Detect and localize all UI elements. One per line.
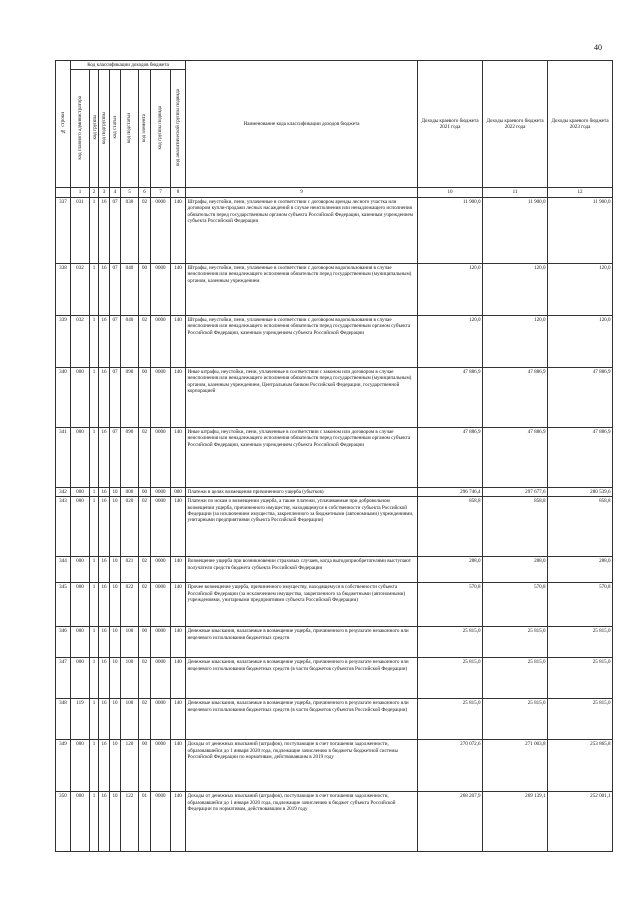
row-number-cell: 341 bbox=[56, 427, 71, 487]
row-number-cell: 350 bbox=[56, 792, 71, 852]
revenue-2021-cell: 11 900,0 bbox=[418, 197, 483, 263]
code-group-cell: 1 bbox=[90, 487, 99, 496]
table-row bbox=[56, 487, 613, 496]
row-number-cell: 338 bbox=[56, 263, 71, 315]
code-element-cell: 00 bbox=[139, 627, 151, 658]
code-admin-cell: 000 bbox=[71, 557, 90, 583]
code-subtype-group-cell: 0000 bbox=[151, 263, 171, 315]
code-analytic-group-cell: 140 bbox=[171, 699, 186, 740]
revenue-2022-cell: 120,0 bbox=[483, 263, 548, 315]
code-analytic-group-cell: 140 bbox=[171, 367, 186, 427]
code-analytic-group-cell: 140 bbox=[171, 263, 186, 315]
page-number: 40 bbox=[594, 43, 602, 52]
code-analytic-group-cell: 140 bbox=[171, 557, 186, 583]
code-group-cell: 1 bbox=[90, 197, 99, 263]
column-number-cell bbox=[56, 188, 71, 197]
code-subarticle-cell: 100 bbox=[121, 658, 139, 699]
code-article-cell: 07 bbox=[110, 315, 121, 367]
header-revenue-2022: Доходы краевого бюджета 2022 года bbox=[483, 61, 548, 188]
code-name-cell: Доходы от денежных взысканий (штрафов), поступающие в счет погашения задолженности, образовавшейся до 1 января 2020 года, подлежащие зачислению в бюджет субъекта Российской Федерации по нормативам, действовавшим в 2019 году bbox=[186, 792, 418, 852]
code-subgroup-cell: 16 bbox=[99, 427, 110, 487]
table-row bbox=[56, 583, 613, 627]
revenue-2023-cell: 11 900,0 bbox=[548, 197, 613, 263]
code-analytic-group-cell: 140 bbox=[171, 427, 186, 487]
code-element-cell: 01 bbox=[139, 792, 151, 852]
code-subarticle-cell: 120 bbox=[121, 740, 139, 792]
header-code-admin: код главного администратора bbox=[71, 70, 90, 188]
header-code-subtype-group: код группы подвида bbox=[151, 70, 171, 188]
code-subarticle-cell: 030 bbox=[121, 197, 139, 263]
code-subarticle-cell: 090 bbox=[121, 427, 139, 487]
code-subarticle-cell: 090 bbox=[121, 367, 139, 427]
code-article-cell: 10 bbox=[110, 792, 121, 852]
revenue-2023-cell: 252 001,1 bbox=[548, 792, 613, 852]
table-row bbox=[56, 263, 613, 315]
row-number-cell: 342 bbox=[56, 487, 71, 496]
header-code-name: Наименование кода классификации доходов бюджета bbox=[186, 61, 418, 188]
code-admin-cell: 000 bbox=[71, 497, 90, 557]
row-number-cell: 339 bbox=[56, 315, 71, 367]
code-admin-cell: 119 bbox=[71, 699, 90, 740]
code-name-cell: Штрафы, неустойки, пени, уплаченные в соответствии с договором аренды лесного участка или договором купли-продажи лесных насаждений в случае неисполнения или ненадлежащего исполнения обязательств перед государственным органом субъекта Российской Федерации, казенным учреждением субъекта Российской Федерации bbox=[186, 197, 418, 263]
code-subtype-group-cell: 0000 bbox=[151, 427, 171, 487]
code-subtype-group-cell: 0000 bbox=[151, 557, 171, 583]
revenue-2021-cell: 296 746,4 bbox=[418, 487, 483, 496]
revenue-2023-cell: 47 886,9 bbox=[548, 427, 613, 487]
code-element-cell: 02 bbox=[139, 583, 151, 627]
revenue-2022-cell: 858,8 bbox=[483, 497, 548, 557]
header-code-analytic-group: код аналитической группы подвида bbox=[171, 70, 186, 188]
row-number-cell: 337 bbox=[56, 197, 71, 263]
header-code-article: код статьи bbox=[110, 70, 121, 188]
code-group-cell: 1 bbox=[90, 699, 99, 740]
column-number-cell: 11 bbox=[483, 188, 548, 197]
row-number-cell: 346 bbox=[56, 627, 71, 658]
code-admin-cell: 031 bbox=[71, 197, 90, 263]
code-subgroup-cell: 16 bbox=[99, 658, 110, 699]
code-group-cell: 1 bbox=[90, 583, 99, 627]
code-admin-cell: 000 bbox=[71, 740, 90, 792]
header-code-subgroup: код подгруппы bbox=[99, 70, 110, 188]
row-number-cell: 340 bbox=[56, 367, 71, 427]
code-article-cell: 10 bbox=[110, 487, 121, 496]
code-admin-cell: 000 bbox=[71, 792, 90, 852]
column-number-cell: 1 bbox=[71, 188, 90, 197]
code-name-cell: Денежные взыскания, налагаемые в возмещение ущерба, причиненного в результате незаконного или нецелевого использования бюджетных средств bbox=[186, 627, 418, 658]
revenue-2021-cell: 25 815,0 bbox=[418, 627, 483, 658]
code-group-cell: 1 bbox=[90, 740, 99, 792]
code-element-cell: 02 bbox=[139, 658, 151, 699]
code-subtype-group-cell: 0000 bbox=[151, 740, 171, 792]
table-row bbox=[56, 557, 613, 583]
column-number-cell: 12 bbox=[548, 188, 613, 197]
column-number-cell: 6 bbox=[139, 188, 151, 197]
header-code-subarticle: код подстатьи bbox=[121, 70, 139, 188]
code-admin-cell: 000 bbox=[71, 427, 90, 487]
code-group-cell: 1 bbox=[90, 658, 99, 699]
code-analytic-group-cell: 140 bbox=[171, 658, 186, 699]
code-name-cell: Денежные взыскания, налагаемые в возмещение ущерба, причиненного в результате незаконного или нецелевого использования бюджетных средств (в части бюджетов субъектов Российской Федерации) bbox=[186, 699, 418, 740]
code-admin-cell: 000 bbox=[71, 583, 90, 627]
revenue-2021-cell: 858,8 bbox=[418, 497, 483, 557]
header-code-group: Код классификации доходов бюджета bbox=[71, 61, 186, 70]
code-admin-cell: 032 bbox=[71, 315, 90, 367]
revenue-2021-cell: 25 815,0 bbox=[418, 699, 483, 740]
budget-revenue-table bbox=[55, 60, 613, 852]
code-article-cell: 10 bbox=[110, 497, 121, 557]
code-subarticle-cell: 022 bbox=[121, 583, 139, 627]
row-number-cell: 345 bbox=[56, 583, 71, 627]
code-subgroup-cell: 16 bbox=[99, 627, 110, 658]
code-subtype-group-cell: 0000 bbox=[151, 699, 171, 740]
row-number-cell: 343 bbox=[56, 497, 71, 557]
revenue-2022-cell: 297 677,6 bbox=[483, 487, 548, 496]
column-number-row bbox=[56, 188, 613, 197]
code-admin-cell: 000 bbox=[71, 367, 90, 427]
code-article-cell: 10 bbox=[110, 658, 121, 699]
row-number-cell: 348 bbox=[56, 699, 71, 740]
header-row-number: № строки bbox=[56, 61, 71, 188]
code-group-cell: 1 bbox=[90, 263, 99, 315]
code-group-cell: 1 bbox=[90, 315, 99, 367]
revenue-2022-cell: 269 139,1 bbox=[483, 792, 548, 852]
code-admin-cell: 000 bbox=[71, 627, 90, 658]
code-group-cell: 1 bbox=[90, 792, 99, 852]
table-row bbox=[56, 740, 613, 792]
code-subgroup-cell: 16 bbox=[99, 367, 110, 427]
revenue-2022-cell: 570,8 bbox=[483, 583, 548, 627]
code-subtype-group-cell: 0000 bbox=[151, 367, 171, 427]
code-subarticle-cell: 122 bbox=[121, 792, 139, 852]
code-analytic-group-cell: 140 bbox=[171, 740, 186, 792]
code-subtype-group-cell: 0000 bbox=[151, 315, 171, 367]
code-name-cell: Платежи по искам о возмещении ущерба, а также платежи, уплачиваемые при добровольном возмещении ущерба, причиненного имуществу, находящемуся в собственности субъекта Российской Федерации (за исключением имущества, закрепленного за бюджетными (автономными) учреждениями, унитарными предприятиями субъекта Российской Федерации) bbox=[186, 497, 418, 557]
code-subarticle-cell: 100 bbox=[121, 627, 139, 658]
code-analytic-group-cell: 140 bbox=[171, 197, 186, 263]
code-group-cell: 1 bbox=[90, 427, 99, 487]
revenue-2021-cell: 570,8 bbox=[418, 583, 483, 627]
code-group-cell: 1 bbox=[90, 627, 99, 658]
code-element-cell: 00 bbox=[139, 263, 151, 315]
code-admin-cell: 000 bbox=[71, 658, 90, 699]
code-analytic-group-cell: 000 bbox=[171, 487, 186, 496]
code-element-cell: 00 bbox=[139, 740, 151, 792]
row-number-cell: 347 bbox=[56, 658, 71, 699]
code-admin-cell: 000 bbox=[71, 487, 90, 496]
code-subtype-group-cell: 0000 bbox=[151, 658, 171, 699]
revenue-2023-cell: 25 815,0 bbox=[548, 699, 613, 740]
code-element-cell: 02 bbox=[139, 197, 151, 263]
header-code-group-kind: код группы bbox=[90, 70, 99, 188]
code-analytic-group-cell: 140 bbox=[171, 315, 186, 367]
revenue-2022-cell: 120,0 bbox=[483, 315, 548, 367]
code-element-cell: 00 bbox=[139, 487, 151, 496]
table-row bbox=[56, 627, 613, 658]
code-article-cell: 10 bbox=[110, 627, 121, 658]
revenue-2022-cell: 47 886,9 bbox=[483, 367, 548, 427]
code-article-cell: 10 bbox=[110, 583, 121, 627]
revenue-2023-cell: 120,0 bbox=[548, 263, 613, 315]
header-code-element: код элемента bbox=[139, 70, 151, 188]
code-group-cell: 1 bbox=[90, 367, 99, 427]
code-name-cell: Доходы от денежных взысканий (штрафов), поступающие в счет погашения задолженности, образовавшейся до 1 января 2020 года, подлежащие зачислению в бюджеты бюджетной системы Российской Федерации по нормативам, действовавшим в 2019 году bbox=[186, 740, 418, 792]
code-subgroup-cell: 16 bbox=[99, 740, 110, 792]
header-revenue-2023: Доходы краевого бюджета 2023 года bbox=[548, 61, 613, 188]
revenue-2023-cell: 288,0 bbox=[548, 557, 613, 583]
code-name-cell: Возмещение ущерба при возникновении страховых случаев, когда выгодоприобретателями выступают получатели средств бюджета субъекта Российской Федерации bbox=[186, 557, 418, 583]
code-subarticle-cell: 100 bbox=[121, 699, 139, 740]
table-row bbox=[56, 792, 613, 852]
revenue-2022-cell: 288,0 bbox=[483, 557, 548, 583]
code-article-cell: 07 bbox=[110, 263, 121, 315]
revenue-2023-cell: 25 815,0 bbox=[548, 658, 613, 699]
code-element-cell: 00 bbox=[139, 367, 151, 427]
revenue-2023-cell: 280 539,6 bbox=[548, 487, 613, 496]
revenue-2022-cell: 271 003,8 bbox=[483, 740, 548, 792]
code-subgroup-cell: 16 bbox=[99, 557, 110, 583]
code-article-cell: 07 bbox=[110, 197, 121, 263]
code-subtype-group-cell: 0000 bbox=[151, 627, 171, 658]
code-name-cell: Иные штрафы, неустойки, пени, уплаченные в соответствии с законом или договором в случае неисполнения или ненадлежащего исполнения обязательств перед государственным органом субъекта Российской Федерации, казенным учреждением субъекта Российской Федерации bbox=[186, 427, 418, 487]
code-name-cell: Иные штрафы, неустойки, пени, уплаченные в соответствии с законом или договором в случае неисполнения или ненадлежащего исполнения обязательств перед государственным (муниципальным) органом, казенным учреждением, Центральным банком Российской Федерации, государственной корпорацией bbox=[186, 367, 418, 427]
code-name-cell: Прочее возмещение ущерба, причиненного имуществу, находящемуся в собственности субъекта Российской Федерации (за исключением имущества, закрепленного за бюджетными (автономными) учреждениями, унитарными предприятиями субъекта Российской Федерации) bbox=[186, 583, 418, 627]
revenue-2023-cell: 25 815,0 bbox=[548, 627, 613, 658]
revenue-2021-cell: 47 886,9 bbox=[418, 367, 483, 427]
code-subtype-group-cell: 0000 bbox=[151, 497, 171, 557]
code-group-cell: 1 bbox=[90, 497, 99, 557]
code-subarticle-cell: 040 bbox=[121, 263, 139, 315]
code-article-cell: 10 bbox=[110, 740, 121, 792]
table-row bbox=[56, 699, 613, 740]
code-subtype-group-cell: 0000 bbox=[151, 487, 171, 496]
code-subgroup-cell: 16 bbox=[99, 263, 110, 315]
code-element-cell: 02 bbox=[139, 497, 151, 557]
table-row bbox=[56, 658, 613, 699]
row-number-cell: 344 bbox=[56, 557, 71, 583]
code-analytic-group-cell: 140 bbox=[171, 497, 186, 557]
table-row bbox=[56, 315, 613, 367]
code-subarticle-cell: 040 bbox=[121, 315, 139, 367]
column-number-cell: 9 bbox=[186, 188, 418, 197]
revenue-2023-cell: 253 865,8 bbox=[548, 740, 613, 792]
code-subgroup-cell: 16 bbox=[99, 699, 110, 740]
revenue-2021-cell: 268 207,9 bbox=[418, 792, 483, 852]
revenue-2023-cell: 858,8 bbox=[548, 497, 613, 557]
revenue-2023-cell: 120,0 bbox=[548, 315, 613, 367]
column-number-cell: 3 bbox=[99, 188, 110, 197]
code-group-cell: 1 bbox=[90, 557, 99, 583]
revenue-2021-cell: 120,0 bbox=[418, 315, 483, 367]
table-body bbox=[56, 197, 613, 851]
revenue-2022-cell: 25 815,0 bbox=[483, 699, 548, 740]
revenue-2022-cell: 11 900,0 bbox=[483, 197, 548, 263]
code-subarticle-cell: 021 bbox=[121, 557, 139, 583]
code-subtype-group-cell: 0000 bbox=[151, 792, 171, 852]
table-row bbox=[56, 497, 613, 557]
code-article-cell: 07 bbox=[110, 367, 121, 427]
code-article-cell: 10 bbox=[110, 557, 121, 583]
code-subgroup-cell: 16 bbox=[99, 197, 110, 263]
code-subtype-group-cell: 0000 bbox=[151, 583, 171, 627]
revenue-2021-cell: 25 815,0 bbox=[418, 658, 483, 699]
code-element-cell: 02 bbox=[139, 427, 151, 487]
revenue-2022-cell: 25 815,0 bbox=[483, 627, 548, 658]
revenue-2023-cell: 570,8 bbox=[548, 583, 613, 627]
code-article-cell: 10 bbox=[110, 699, 121, 740]
table-row bbox=[56, 367, 613, 427]
row-number-cell: 349 bbox=[56, 740, 71, 792]
revenue-2021-cell: 270 072,6 bbox=[418, 740, 483, 792]
code-name-cell: Штрафы, неустойки, пени, уплаченные в соответствии с договором водопользования в случае неисполнения или ненадлежащего исполнения обязательств перед государственным (муниципальным) органом, казенным учреждением bbox=[186, 263, 418, 315]
revenue-2023-cell: 47 886,9 bbox=[548, 367, 613, 427]
code-subgroup-cell: 16 bbox=[99, 792, 110, 852]
column-number-cell: 8 bbox=[171, 188, 186, 197]
revenue-2022-cell: 25 815,0 bbox=[483, 658, 548, 699]
code-article-cell: 07 bbox=[110, 427, 121, 487]
code-name-cell: Штрафы, неустойки, пени, уплаченные в соответствии с договором водопользования в случае неисполнения или ненадлежащего исполнения обязательств перед государственным органом субъекта Российской Федерации, казенным учреждением субъекта Российской Федерации bbox=[186, 315, 418, 367]
code-name-cell: Платежи в целях возмещения причиненного ущерба (убытков) bbox=[186, 487, 418, 496]
code-subgroup-cell: 16 bbox=[99, 497, 110, 557]
table-row bbox=[56, 427, 613, 487]
code-analytic-group-cell: 140 bbox=[171, 792, 186, 852]
column-number-cell: 4 bbox=[110, 188, 121, 197]
code-subtype-group-cell: 0000 bbox=[151, 197, 171, 263]
column-number-cell: 10 bbox=[418, 188, 483, 197]
code-element-cell: 02 bbox=[139, 315, 151, 367]
column-number-cell: 5 bbox=[121, 188, 139, 197]
code-analytic-group-cell: 140 bbox=[171, 627, 186, 658]
code-analytic-group-cell: 140 bbox=[171, 583, 186, 627]
code-admin-cell: 032 bbox=[71, 263, 90, 315]
code-subgroup-cell: 16 bbox=[99, 583, 110, 627]
column-number-cell: 7 bbox=[151, 188, 171, 197]
code-name-cell: Денежные взыскания, налагаемые в возмещение ущерба, причиненного в результате незаконного или нецелевого использования бюджетных средств (в части бюджетов субъектов Российской Федерации) bbox=[186, 658, 418, 699]
revenue-2021-cell: 47 886,9 bbox=[418, 427, 483, 487]
code-element-cell: 02 bbox=[139, 699, 151, 740]
column-number-cell: 2 bbox=[90, 188, 99, 197]
code-subarticle-cell: 020 bbox=[121, 497, 139, 557]
revenue-2022-cell: 47 886,9 bbox=[483, 427, 548, 487]
header-revenue-2021: Доходы краевого бюджета 2021 года bbox=[418, 61, 483, 188]
revenue-2021-cell: 288,0 bbox=[418, 557, 483, 583]
table-row bbox=[56, 197, 613, 263]
code-subarticle-cell: 000 bbox=[121, 487, 139, 496]
revenue-2021-cell: 120,0 bbox=[418, 263, 483, 315]
code-element-cell: 02 bbox=[139, 557, 151, 583]
code-subgroup-cell: 16 bbox=[99, 315, 110, 367]
code-subgroup-cell: 16 bbox=[99, 487, 110, 496]
